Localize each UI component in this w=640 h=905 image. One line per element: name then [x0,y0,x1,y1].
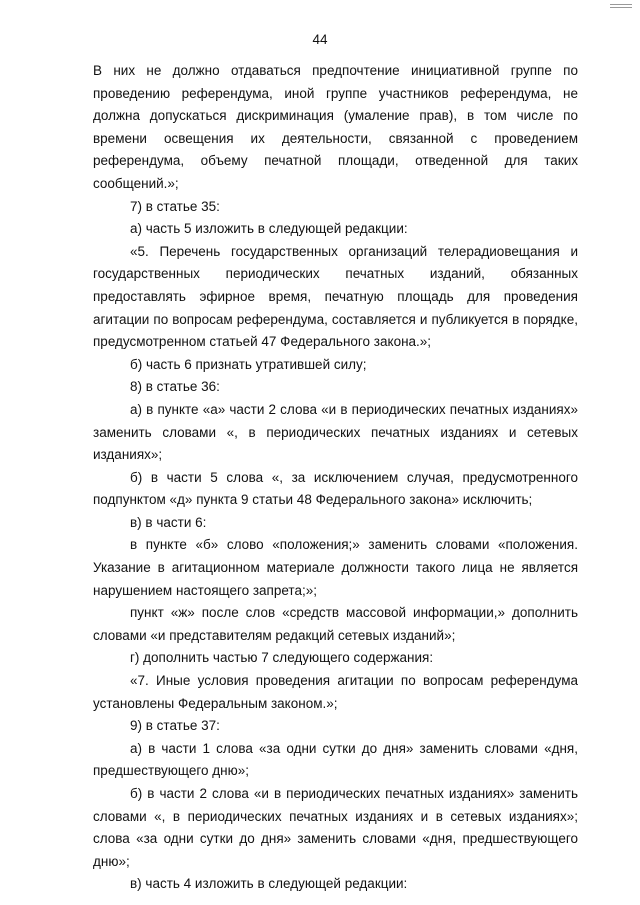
paragraph: 8) в статье 36: [130,379,220,395]
paragraph: «5. Перечень государственных организаций телерадиовещания и государственных периодических печатных изданий, обязанных предоставлять эфирное время, печатную площадь для проведения агитации по вопросам референдума, составляется и публикуется в порядке, предусмотренном статьей 47 Федерального закона.»; [93,243,578,350]
paragraph: в пункте «б» слово «положения;» заменить словами «положения. Указание в агитационном материале должности такого лица не является нарушением настоящего запрета;»; [93,537,578,598]
paragraph: пункт «ж» после слов «средств массовой информации,» дополнить словами «и представителям редакций сетевых изданий»; [93,605,578,643]
page-number: 44 [312,32,328,47]
paragraph: а) часть 5 изложить в следующей редакции: [130,221,408,237]
paragraph: «7. Иные условия проведения агитации по вопросам референдума установлены Федеральным законом.»; [93,673,578,711]
paragraph: б) в части 2 слова «и в периодических печатных изданиях» заменить словами «, в периодических печатных изданиях и в сетевых изданиях»; слова «за одни сутки до дня» заменить словами «дня, предшествующего дню»; [93,786,578,869]
paragraph: а) в пункте «а» части 2 слова «и в периодических печатных изданиях» заменить словами «, в периодических печатных изданиях и сетевых изданиях»; [93,401,578,463]
paragraph: а) в части 1 слова «за одни сутки до дня» заменить словами «дня, предшествующего дню»; [93,740,578,779]
paragraph: г) дополнить частью 7 следующего содержания: [130,650,434,666]
paragraph: в) часть 4 изложить в следующей редакции: [130,876,408,892]
scan-corner-mark [610,4,632,8]
paragraph: б) часть 6 признать утратившей силу; [130,356,367,372]
paragraph: В них не должно отдаваться предпочтение инициативной группе по проведению референдума, иной группе участников референдума, не должна допускаться дискриминация (умаление прав), в том числе по времени освещения их деятельности, связанной с проведением референдума, объему печатной площади, отведенной для таких сообщений.»; [93,63,578,191]
paragraph: 9) в статье 37: [130,718,220,734]
paragraph: 7) в статье 35: [130,198,220,214]
paragraph: б) в части 5 слова «, за исключением случая, предусмотренного подпунктом «д» пункта 9 статьи 48 Федерального закона» исключить; [93,469,578,508]
paragraph: в) в части 6: [130,514,207,530]
document-body [93,60,578,896]
